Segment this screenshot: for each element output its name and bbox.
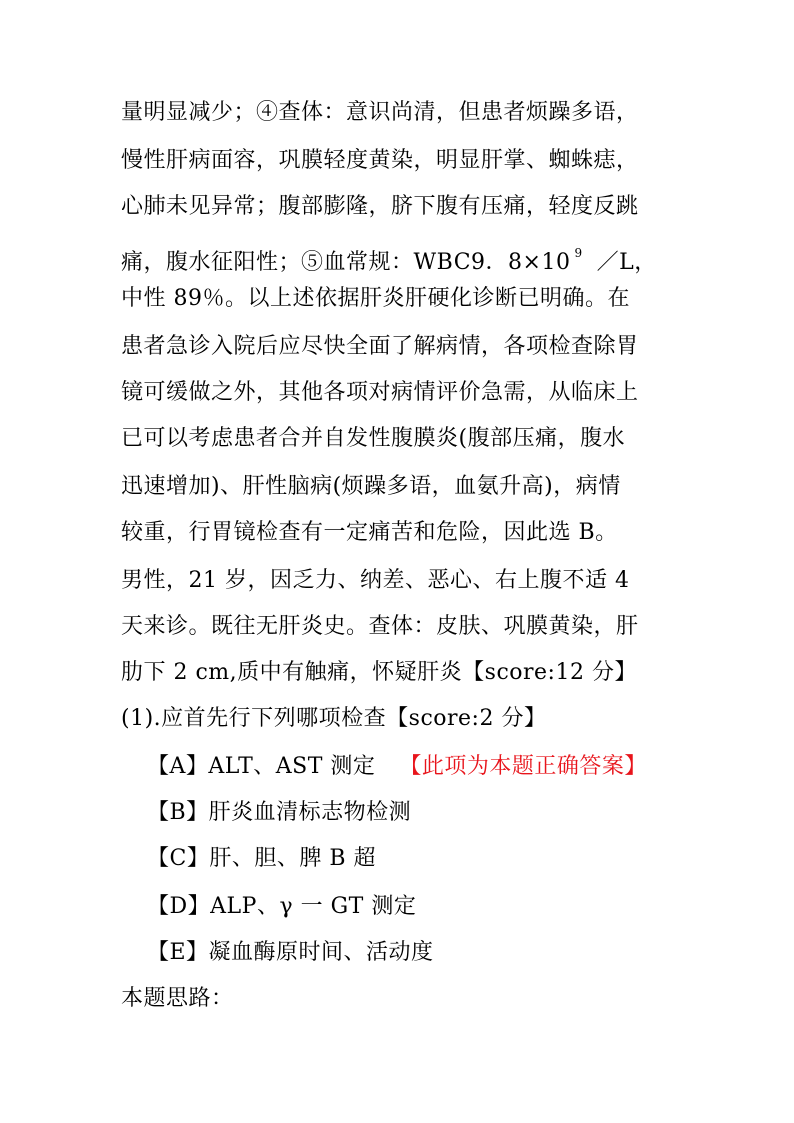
paragraph-line: 镜可缓做之外，其他各项对病情评价急需，从临床上 [121,380,639,405]
case-line: 男性，21 岁，因乏力、纳差、恶心、右上腹不适 4 [121,568,630,593]
question-stem: (1).应首先行下列哪项检查【score:2 分】 [121,706,547,731]
case-line: 肋下 2 cm,质中有触痛，怀疑肝炎【score:12 分】 [121,660,637,685]
wbc-suffix: ／L， [596,250,657,275]
paragraph-line: 量明显减少；④查体：意识尚清，但患者烦躁多语， [121,100,639,125]
paragraph-line: 已可以考虑患者合并自发性腹膜炎(腹部压痛，腹水 [121,426,626,451]
paragraph-line: 患者急诊入院后应尽快全面了解病情，各项检查除胃 [121,334,639,359]
paragraph-line-wbc [121,238,657,278]
paragraph-line: 较重，行胃镜检查有一定痛苦和危险，因此选 B。 [121,520,618,545]
option-b: 【B】肝炎血清标志物检测 [147,800,412,825]
correct-answer-note: 【此项为本题正确答案】 [399,754,647,779]
paragraph-line: 慢性肝病面容，巩膜轻度黄染，明显肝掌、蜘蛛痣， [121,148,639,173]
wbc-prefix: 痛，腹水征阳性；⑤血常规：WBC9．8×10 [121,250,571,275]
option-a [147,752,647,782]
thinking-label: 本题思路： [121,986,234,1011]
wbc-exponent: 9 [574,246,583,260]
paragraph-line: 迅速增加)、肝性脑病(烦躁多语，血氨升高)，病情 [121,474,621,499]
paragraph-line: 中性 89％。以上述依据肝炎肝硬化诊断已明确。在 [121,286,630,311]
option-d: 【D】ALP、γ 一 GT 测定 [147,894,417,919]
option-e: 【E】凝血酶原时间、活动度 [147,940,434,965]
option-a-label: 【A】ALT、AST 测定 [147,754,376,779]
option-c: 【C】肝、胆、脾 B 超 [147,846,376,871]
case-line: 天来诊。既往无肝炎史。查体：皮肤、巩膜黄染，肝 [121,614,639,639]
paragraph-line: 心肺未见异常；腹部膨隆，脐下腹有压痛，轻度反跳 [121,194,639,219]
